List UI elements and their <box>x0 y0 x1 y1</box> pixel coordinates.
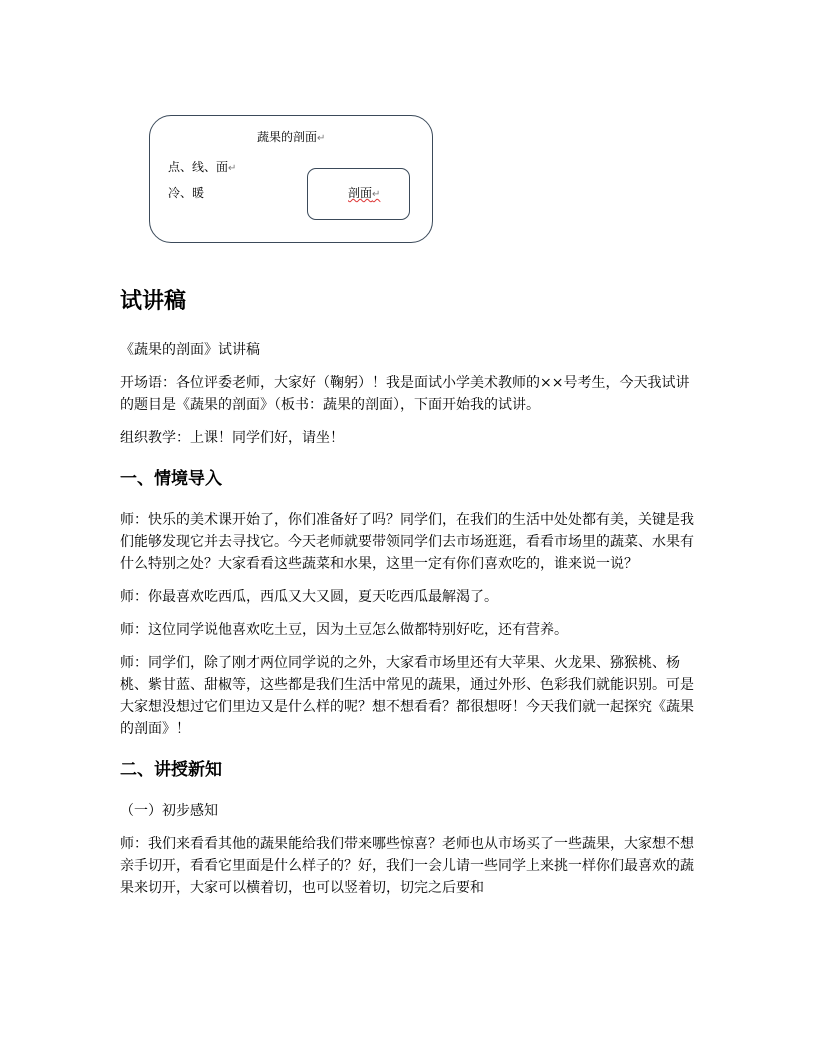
paragraph-mark-icon: ↵ <box>372 189 381 200</box>
paragraph-mark-icon: ↵ <box>228 163 237 174</box>
board-title: 蔬果的剖面↵ <box>257 130 326 144</box>
paragraph-mark-icon: ↵ <box>317 133 326 144</box>
board-inner-box <box>307 168 410 220</box>
sub-heading: （一）初步感知 <box>120 803 218 819</box>
document-subtitle: 《蔬果的剖面》试讲稿 <box>120 342 260 358</box>
organize-paragraph: 组织教学：上课！同学们好，请坐！ <box>120 430 344 446</box>
paragraph: 师：快乐的美术课开始了，你们准备好了吗？同学们，在我们的生活中处处都有美，关键是我们能够发现它并去寻找它。今天老师就要带领同学们去市场逛逛，看看市场里的蔬菜、水果有什么特别之处？大家看看这些蔬菜和水果，这里一定有你们喜欢吃的，谁来说一说？ <box>120 512 694 572</box>
paragraph: 师：你最喜欢吃西瓜，西瓜又大又圆，夏天吃西瓜最解渴了。 <box>120 589 498 605</box>
board-line-points-lines-planes: 点、线、面↵ <box>168 160 237 174</box>
paragraph: 师：同学们，除了刚才两位同学说的之外，大家看市场里还有大苹果、火龙果、猕猴桃、杨桃、紫甘蓝、甜椒等，这些都是我们生活中常见的蔬果，通过外形、色彩我们就能识别。可是大家想没想过它们里边又是什么样的呢？想不想看看？都很想呀！今天我们就一起探究《蔬果的剖面》！ <box>120 655 694 737</box>
opening-paragraph: 开场语：各位评委老师，大家好（鞠躬）！我是面试小学美术教师的××号考生，今天我试讲的题目是《蔬果的剖面》（板书：蔬果的剖面），下面开始我的试讲。 <box>120 375 690 413</box>
section-heading-intro: 一、情境导入 <box>120 469 222 489</box>
board-line-warm-cold: 冷、暖 <box>168 186 205 200</box>
document-body <box>120 285 700 910</box>
board-box-text: 剖面↵ <box>348 186 381 200</box>
document-title: 试讲稿 <box>120 288 187 314</box>
paragraph: 师：这位同学说他喜欢吃土豆，因为土豆怎么做都特别好吃，还有营养。 <box>120 622 568 638</box>
blackboard-diagram <box>149 115 433 243</box>
paragraph: 师：我们来看看其他的蔬果能给我们带来哪些惊喜？老师也从市场买了一些蔬果，大家想不想亲手切开，看看它里面是什么样子的？好，我们一会儿请一些同学上来挑一样你们最喜欢的蔬果来切开，大家可以横着切，也可以竖着切，切完之后要和 <box>120 836 694 896</box>
section-heading-new-knowledge: 二、讲授新知 <box>120 760 222 780</box>
